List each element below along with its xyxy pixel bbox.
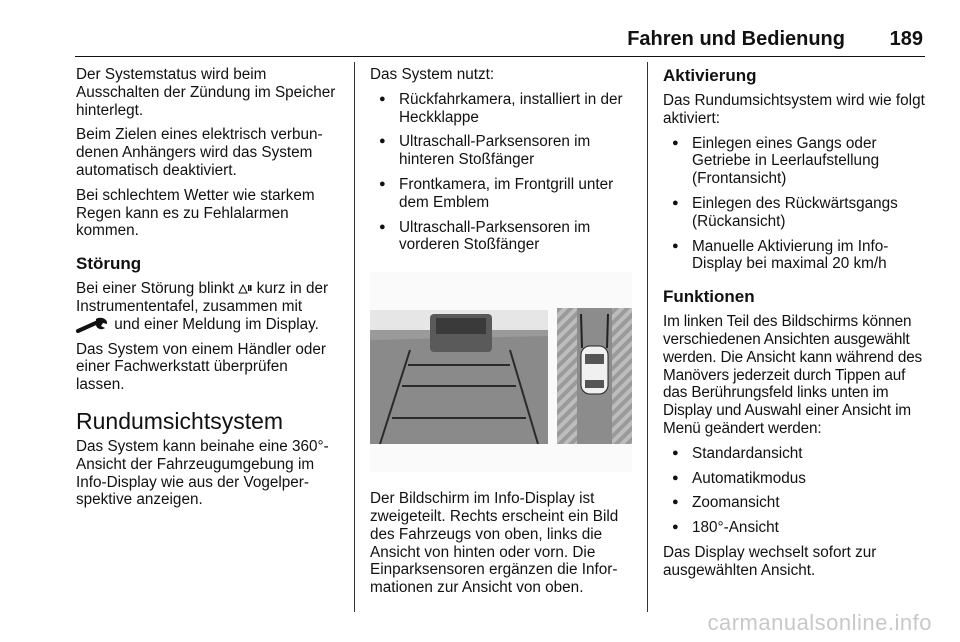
paragraph: Bei schlechtem Wetter wie starkem Regen kann es zu Fehlalarmen kommen. xyxy=(76,186,315,240)
page-number: 189 xyxy=(889,28,923,50)
paragraph-stoerung xyxy=(76,280,340,333)
list-item: ● Ultraschall-Parksensoren im vorderen Stoßfänger xyxy=(370,219,636,255)
paragraph: Beim Zielen eines elektrisch verbundenen Anhängers wird das System automatisch deaktiviert. xyxy=(76,126,323,179)
list-item: ● 180°-Ansicht xyxy=(663,519,927,537)
column-right xyxy=(663,66,927,587)
paragraph: Das Rundumsichtsystem wird wie folgt aktiviert: xyxy=(663,92,925,127)
paragraph: Das System kann beinahe eine 360°-Ansicht der Fahrzeugumgebung im Info-Display wie aus der Vogelperspektive anzeigen. xyxy=(76,437,329,509)
list-item: ● Automatikmodus xyxy=(663,470,927,488)
wrench-icon xyxy=(76,317,110,333)
watermark: carmanualsonline.info xyxy=(707,610,932,635)
list-item: ● Einlegen des Rückwärtsgangs (Rückansicht) xyxy=(663,195,927,231)
paragraph: Der Systemstatus wird beim Ausschalten der Zündung im Speicher hinterlegt. xyxy=(76,66,336,119)
text: Bei einer Störung blinkt xyxy=(76,280,235,298)
top-view-image xyxy=(557,308,632,444)
surround-view-figure xyxy=(370,272,632,472)
column-divider xyxy=(354,62,355,612)
paragraph: Der Bildschirm im Info-Display ist zweigeteilt. Rechts erscheint ein Bild des Fahrzeugs von oben, links die Ansicht von hinten oder vorn. Die Einparksensoren ergänzen die Informationen zur Ansicht von oben. xyxy=(370,490,619,597)
list-item: ● Frontkamera, im Frontgrill unter dem Emblem xyxy=(370,176,636,212)
paragraph: Im linken Teil des Bildschirms können verschiedenen Ansichten ausgewählt werden. Die Ansicht kann während des Manövers jederzeit durch Tippen auf das Berührungsfeld links unten im Display und Auswahl einer Ansicht im Menü geändert werden: xyxy=(663,313,923,437)
page-header xyxy=(75,26,925,57)
paragraph: Das System nutzt: xyxy=(370,66,495,83)
text: und einer Meldung im Display. xyxy=(114,315,319,333)
list-item: ● Einlegen eines Gangs oder Getriebe in Leerlaufstellung (Frontansicht) xyxy=(663,135,927,188)
list-item: ● Ultraschall-Parksensoren im hinteren Stoßfänger xyxy=(370,133,636,169)
section-title: Rundumsichtsystem xyxy=(76,407,284,434)
list-item: ● Standardansicht xyxy=(663,445,927,463)
column-middle xyxy=(370,66,636,604)
list-item: ● Manuelle Aktivierung im Info-Display bei maximal 20 km/h xyxy=(663,238,927,274)
list-item: ● Zoomansicht xyxy=(663,494,927,512)
bullet-list xyxy=(370,91,636,254)
header-title: Fahren und Bedienung xyxy=(627,28,845,50)
paragraph: Das System von einem Händler oder einer Fachwerkstatt überprüfen lassen. xyxy=(76,340,326,394)
text: kurz in der Instrumententafel, zusammen mit xyxy=(76,280,329,315)
heading-funktionen: Funktionen xyxy=(663,287,755,307)
heading-aktivierung: Aktivierung xyxy=(663,66,757,85)
paragraph: Das Display wechselt sofort zur ausgewählten Ansicht. xyxy=(663,543,877,579)
heading-stoerung: Störung xyxy=(76,254,142,274)
bullet-list xyxy=(663,135,927,274)
rear-camera-view-image xyxy=(370,310,548,444)
column-left xyxy=(76,66,340,516)
column-divider xyxy=(647,62,648,612)
list-item: ● Rückfahrkamera, installiert in der Heckklappe xyxy=(370,91,636,127)
warning-camera-icon xyxy=(238,283,252,295)
bullet-list xyxy=(663,445,927,537)
